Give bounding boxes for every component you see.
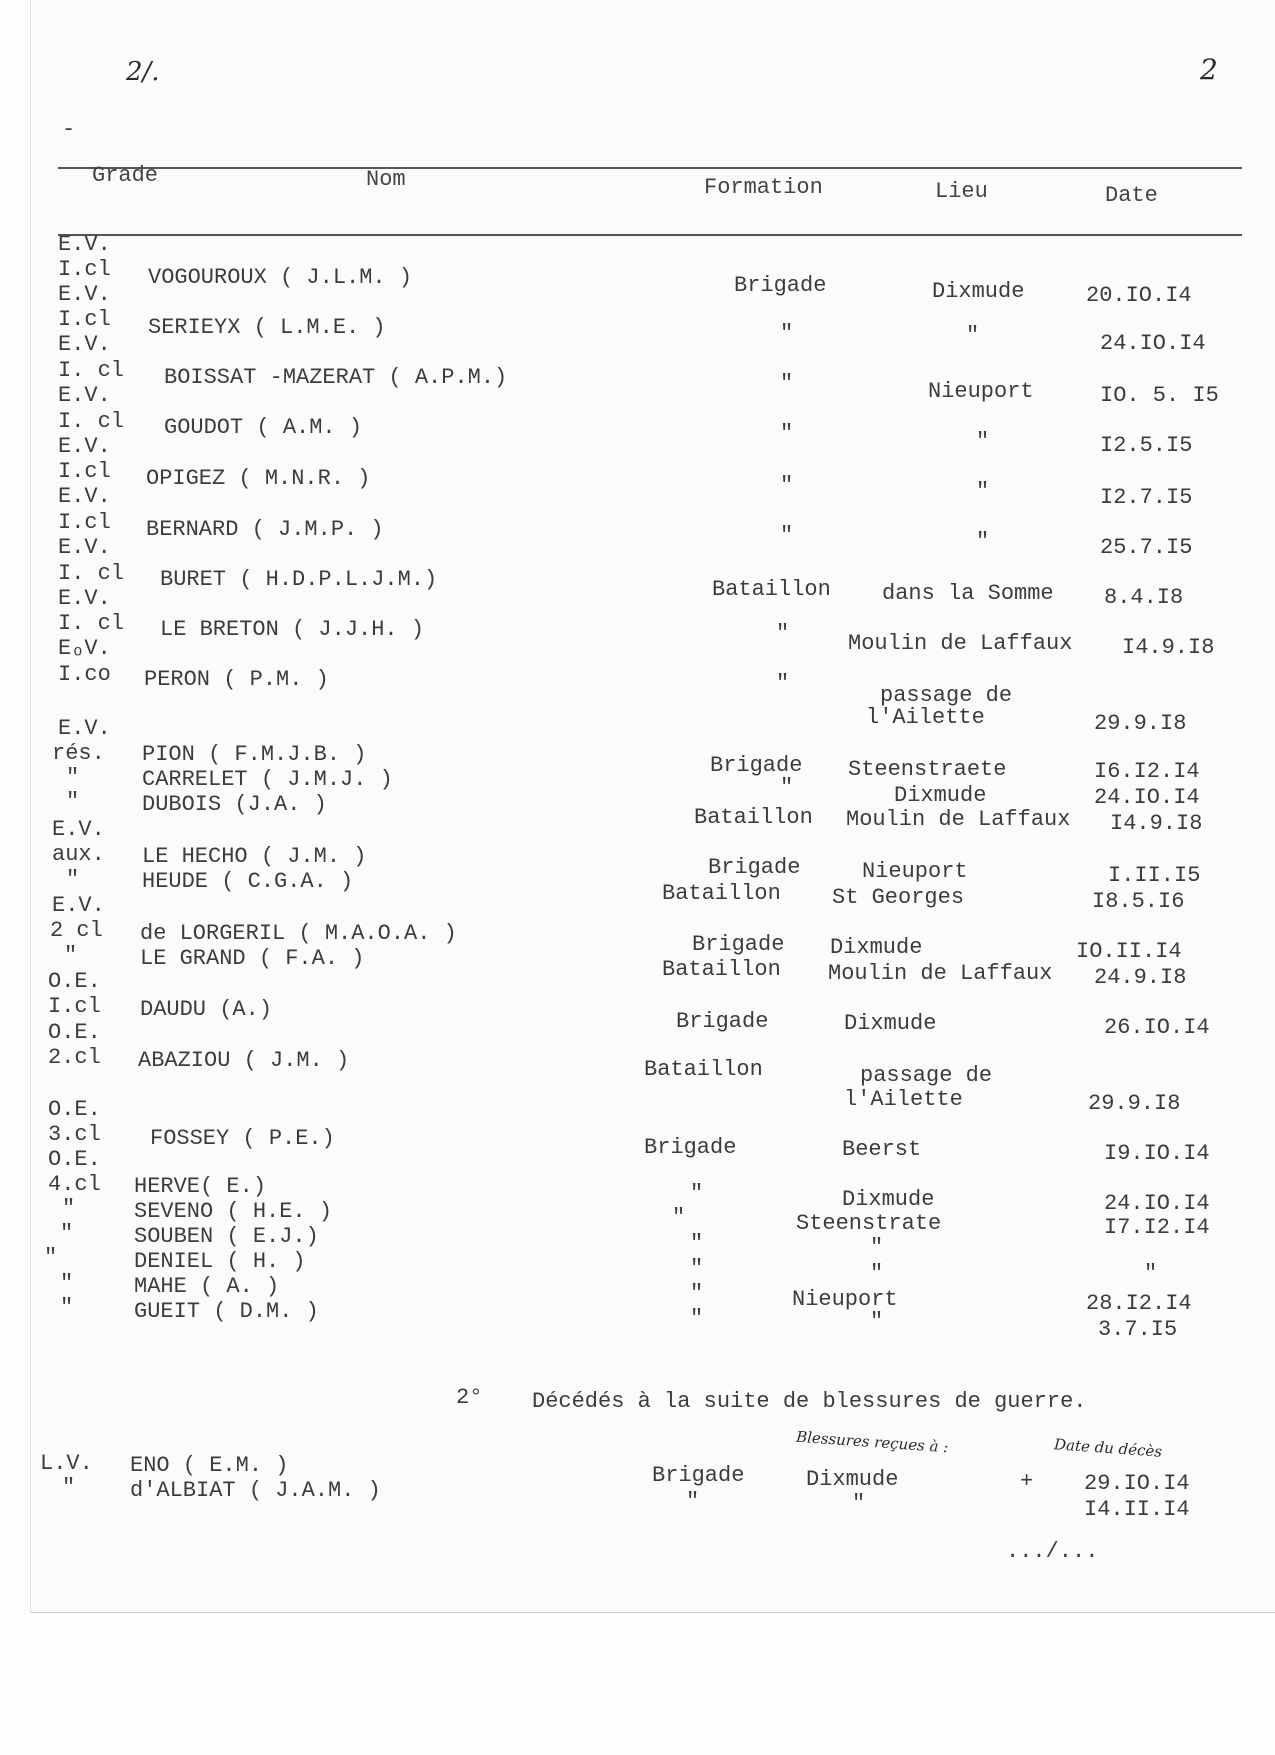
date-cell: 26.IO.I4: [1104, 1015, 1210, 1040]
name-cell: BOISSAT -MAZERAT ( A.P.M.): [164, 365, 508, 390]
date-cell: I4.II.I4: [1084, 1497, 1190, 1522]
lieu-cell: passage de: [880, 683, 1013, 708]
formation-cell: ": [780, 523, 794, 548]
lieu-cell: Dixmude: [932, 279, 1025, 304]
formation-cell: Bataillon: [662, 881, 781, 906]
grade-cell: EₒV.: [58, 636, 111, 661]
header-lieu: Lieu: [935, 179, 988, 204]
name-cell: PERON ( P.M. ): [144, 667, 329, 692]
lieu-cell: Moulin de Laffaux: [828, 961, 1053, 986]
date-cell: 8.4.I8: [1104, 585, 1184, 610]
grade-cell: O.E.: [48, 969, 101, 994]
date-cell: I4.9.I8: [1110, 811, 1203, 836]
date-cell: I4.9.I8: [1122, 635, 1215, 660]
lieu-cell: Nieuport: [928, 379, 1034, 404]
date-cell: 24.IO.I4: [1094, 785, 1200, 810]
formation-cell: Bataillon: [662, 957, 781, 982]
date-cell: I6.I2.I4: [1094, 759, 1200, 784]
formation-cell: Bataillon: [694, 805, 813, 830]
lieu-cell: Nieuport: [862, 859, 968, 884]
grade-cell: O.E.: [48, 1097, 101, 1122]
grade-cell: ": [62, 1475, 76, 1500]
formation-cell: ": [780, 473, 794, 498]
formation-cell: Bataillon: [712, 577, 831, 602]
grade-cell: L.V.: [40, 1451, 93, 1476]
handwritten-note-lieu: Blessures reçues à :: [795, 1427, 949, 1457]
lieu-cell: ": [852, 1491, 866, 1516]
grade-cell: E.V.: [58, 383, 111, 408]
formation-cell: Bataillon: [644, 1057, 763, 1082]
header-formation: Formation: [704, 175, 823, 200]
name-cell: DENIEL ( H. ): [134, 1249, 306, 1274]
name-cell: d'ALBIAT ( J.A.M. ): [130, 1478, 381, 1503]
grade-cell: ": [62, 1196, 76, 1221]
lieu-cell: ": [870, 1261, 884, 1286]
grade-cell: I. cl: [58, 358, 125, 383]
name-cell: DUBOIS (J.A. ): [142, 792, 327, 817]
grade-cell: E.V.: [58, 484, 111, 509]
grade-cell: E.V.: [58, 332, 111, 357]
lieu-cell: dans la Somme: [882, 581, 1054, 606]
grade-cell: I. cl: [58, 561, 125, 586]
lieu-cell: passage de: [860, 1063, 993, 1088]
grade-cell: E.V.: [52, 893, 105, 918]
grade-cell: 2 cl: [50, 918, 103, 943]
grade-cell: I.cl: [58, 459, 111, 484]
name-cell: PION ( F.M.J.B. ): [142, 742, 367, 767]
page-number: 2: [1200, 53, 1218, 86]
formation-cell: ": [776, 671, 790, 696]
grade-cell: I.cl: [58, 510, 111, 535]
header-date: Date: [1105, 183, 1158, 208]
date-cell: 25.7.I5: [1100, 535, 1193, 560]
date-cell: 3.7.I5: [1098, 1317, 1178, 1342]
page-reference: 2/.: [126, 57, 160, 87]
grade-cell: ": [66, 765, 80, 790]
date-cell: ": [1144, 1261, 1158, 1286]
formation-cell: ": [690, 1306, 704, 1331]
formation-cell: ": [780, 321, 794, 346]
name-cell: OPIGEZ ( M.N.R. ): [146, 466, 371, 491]
name-cell: LE BRETON ( J.J.H. ): [160, 617, 425, 642]
lieu-cell: ": [966, 323, 980, 348]
grade-cell: ": [60, 1271, 74, 1296]
name-cell: BURET ( H.D.P.L.J.M.): [160, 567, 438, 592]
date-cell: 24.IO.I4: [1104, 1191, 1210, 1216]
date-cell: 24.9.I8: [1094, 965, 1187, 990]
header-bottom-rule: [58, 234, 1242, 236]
date-cell: I2.5.I5: [1100, 433, 1193, 458]
formation-cell: Brigade: [708, 855, 801, 880]
formation-cell: ": [690, 1281, 704, 1306]
cross-mark: +: [1020, 1469, 1034, 1494]
name-cell: SERIEYX ( L.M.E. ): [148, 315, 386, 340]
grade-cell: ": [44, 1245, 58, 1270]
grade-cell: 2.cl: [48, 1045, 101, 1070]
lieu-cell: ": [976, 429, 990, 454]
grade-cell: 3.cl: [48, 1122, 101, 1147]
date-cell: 29.9.I8: [1094, 711, 1187, 736]
name-cell: MAHE ( A. ): [134, 1274, 280, 1299]
date-cell: 20.IO.I4: [1086, 283, 1192, 308]
grade-cell: E.V.: [58, 282, 111, 307]
name-cell: FOSSEY ( P.E.): [150, 1126, 335, 1151]
formation-cell: ": [672, 1205, 686, 1230]
formation-cell: ": [776, 621, 790, 646]
lieu-cell: Dixmude: [842, 1187, 935, 1212]
grade-cell: I.cl: [58, 307, 111, 332]
name-cell: SOUBEN ( E.J.): [134, 1224, 319, 1249]
formation-cell: Brigade: [692, 932, 785, 957]
formation-cell: ": [780, 775, 794, 800]
grade-cell: ": [66, 789, 80, 814]
lieu-cell: Moulin de Laffaux: [848, 631, 1073, 656]
grade-cell: ": [60, 1221, 74, 1246]
name-cell: CARRELET ( J.M.J. ): [142, 767, 393, 792]
name-cell: GOUDOT ( A.M. ): [164, 415, 363, 440]
date-cell: 29.9.I8: [1088, 1091, 1181, 1116]
formation-cell: ": [690, 1181, 704, 1206]
grade-cell: E.V.: [58, 586, 111, 611]
date-cell: 29.IO.I4: [1084, 1471, 1190, 1496]
formation-cell: ": [780, 371, 794, 396]
grade-cell: I.co: [58, 662, 111, 687]
lieu-cell: ": [870, 1235, 884, 1260]
name-cell: SEVENO ( H.E. ): [134, 1199, 333, 1224]
lieu-cell: Nieuport: [792, 1287, 898, 1312]
header-nom: Nom: [366, 167, 406, 192]
lieu-cell: Dixmude: [894, 783, 987, 808]
continuation-mark: .../...: [1006, 1539, 1099, 1564]
section-title: Décédés à la suite de blessures de guerre.: [532, 1389, 1087, 1414]
dash-mark: -: [62, 117, 76, 142]
name-cell: HERVE( E.): [134, 1174, 267, 1199]
lieu-cell: Beerst: [842, 1137, 922, 1162]
date-cell: I9.IO.I4: [1104, 1141, 1210, 1166]
grade-cell: I. cl: [58, 611, 125, 636]
name-cell: LE HECHO ( J.M. ): [142, 844, 367, 869]
grade-cell: O.E.: [48, 1147, 101, 1172]
name-cell: de LORGERIL ( M.A.O.A. ): [140, 921, 457, 946]
formation-cell: Brigade: [644, 1135, 737, 1160]
name-cell: BERNARD ( J.M.P. ): [146, 517, 384, 542]
lieu-cell: ": [976, 529, 990, 554]
date-cell: I2.7.I5: [1100, 485, 1193, 510]
formation-cell: Brigade: [652, 1463, 745, 1488]
grade-cell: E.V.: [52, 817, 105, 842]
formation-cell: ": [780, 421, 794, 446]
lieu-cell: St Georges: [832, 885, 965, 910]
grade-cell: E.V.: [58, 716, 111, 741]
lieu-cell: Dixmude: [806, 1467, 899, 1492]
date-cell: IO. 5. I5: [1100, 383, 1219, 408]
date-cell: 28.I2.I4: [1086, 1291, 1192, 1316]
grade-cell: I.cl: [58, 257, 111, 282]
name-cell: LE GRAND ( F.A. ): [140, 946, 365, 971]
lieu-cell: l'Ailette: [866, 705, 985, 730]
name-cell: HEUDE ( C.G.A. ): [142, 869, 354, 894]
header-grade: Grade: [92, 163, 159, 188]
date-cell: I7.I2.I4: [1104, 1215, 1210, 1240]
grade-cell: rés.: [52, 741, 105, 766]
name-cell: GUEIT ( D.M. ): [134, 1299, 319, 1324]
grade-cell: ": [66, 867, 80, 892]
lieu-cell: Steenstraete: [848, 757, 1007, 782]
lieu-cell: ": [976, 479, 990, 504]
grade-cell: 4.cl: [48, 1172, 101, 1197]
formation-cell: Brigade: [710, 753, 803, 778]
lieu-cell: ": [870, 1309, 884, 1334]
grade-cell: aux.: [52, 842, 105, 867]
date-cell: IO.II.I4: [1076, 939, 1182, 964]
formation-cell: ": [690, 1231, 704, 1256]
handwritten-note-date: Date du décès: [1053, 1435, 1163, 1461]
formation-cell: Brigade: [734, 273, 827, 298]
date-cell: I8.5.I6: [1092, 889, 1185, 914]
formation-cell: ": [686, 1489, 700, 1514]
header-top-rule: [58, 167, 1242, 169]
grade-cell: E.V.: [58, 232, 111, 257]
name-cell: ABAZIOU ( J.M. ): [138, 1048, 350, 1073]
lieu-cell: Dixmude: [830, 935, 923, 960]
name-cell: ENO ( E.M. ): [130, 1453, 289, 1478]
date-cell: 24.IO.I4: [1100, 331, 1206, 356]
grade-cell: ": [64, 943, 78, 968]
lieu-cell: l'Ailette: [844, 1087, 963, 1112]
section-number: 2°: [456, 1385, 483, 1410]
grade-cell: I. cl: [58, 409, 125, 434]
grade-cell: E.V.: [58, 535, 111, 560]
formation-cell: Brigade: [676, 1009, 769, 1034]
grade-cell: ": [60, 1295, 74, 1320]
grade-cell: O.E.: [48, 1020, 101, 1045]
lieu-cell: Steenstrate: [796, 1211, 942, 1236]
lieu-cell: Dixmude: [844, 1011, 937, 1036]
formation-cell: ": [690, 1256, 704, 1281]
name-cell: VOGOUROUX ( J.L.M. ): [148, 265, 413, 290]
lieu-cell: Moulin de Laffaux: [846, 807, 1071, 832]
grade-cell: E.V.: [58, 434, 111, 459]
grade-cell: I.cl: [48, 994, 101, 1019]
name-cell: DAUDU (A.): [140, 997, 273, 1022]
date-cell: I.II.I5: [1108, 863, 1201, 888]
